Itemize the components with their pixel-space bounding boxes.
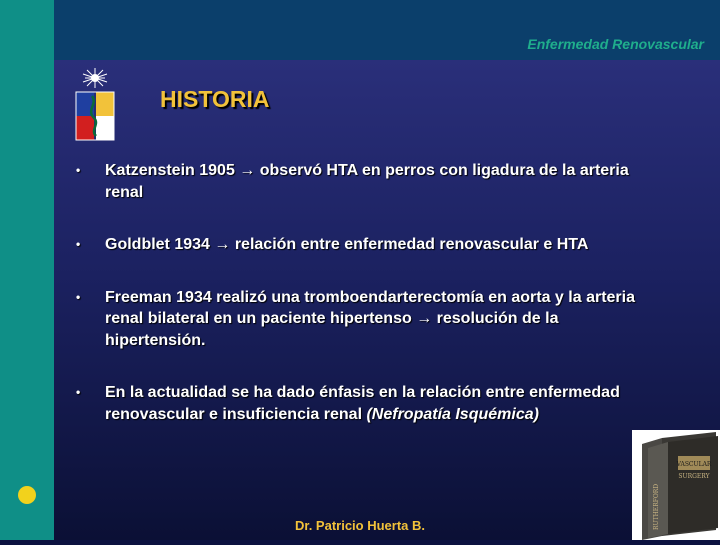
- bullet-symbol: •: [76, 163, 81, 177]
- book-cover-icon: [632, 430, 720, 540]
- footer-author: Dr. Patricio Huerta B.: [294, 518, 426, 533]
- bullet-symbol: •: [76, 237, 81, 251]
- bullet-text: Goldblet 1934: [105, 236, 210, 253]
- bullet-text-continued: relación entre enfermedad renovascular e HTA: [230, 236, 589, 253]
- bullet-italic-text: (Nefropatía Isquémica): [366, 405, 539, 423]
- bullet-symbol: •: [76, 385, 81, 399]
- bullet-item: [76, 382, 651, 425]
- bullet-item: [76, 160, 651, 203]
- arrow-right-icon: →: [416, 310, 433, 327]
- header-title: Enfermedad Renovascular: [527, 36, 704, 52]
- bullet-item: [76, 287, 651, 352]
- left-sidebar-band: [0, 0, 54, 540]
- bullet-list: [76, 160, 651, 425]
- arrow-right-icon: →: [214, 236, 231, 253]
- bullet-text-continued: observó HTA en perros con ligadura de la arteria renal: [105, 162, 629, 201]
- book-spine-text: RUTHERFORD: [653, 483, 660, 530]
- bullet-text: Katzenstein 1905: [105, 162, 235, 179]
- bullet-text-continued: resolución de la hipertensión.: [105, 310, 559, 349]
- arrow-right-icon: →: [239, 162, 256, 179]
- bullet-item: [76, 234, 651, 256]
- bullet-symbol: •: [76, 289, 81, 304]
- university-crest-icon: [74, 66, 116, 142]
- slide-title: HISTORIA: [160, 86, 270, 112]
- book-image: [632, 430, 720, 540]
- decorative-yellow-dot: [18, 486, 36, 504]
- bullet-text: En la actualidad se ha dado énfasis en la relación entre enfermedad renovascular e insuficiencia renal: [105, 384, 620, 423]
- book-cover-title-2: SURGERY: [678, 473, 710, 480]
- bullet-text: Freeman 1934 realizó una tromboendarterectomía en aorta y la arteria renal bilateral en un paciente hipertenso: [105, 288, 635, 327]
- book-cover-title-1: VASCULAR: [676, 461, 712, 468]
